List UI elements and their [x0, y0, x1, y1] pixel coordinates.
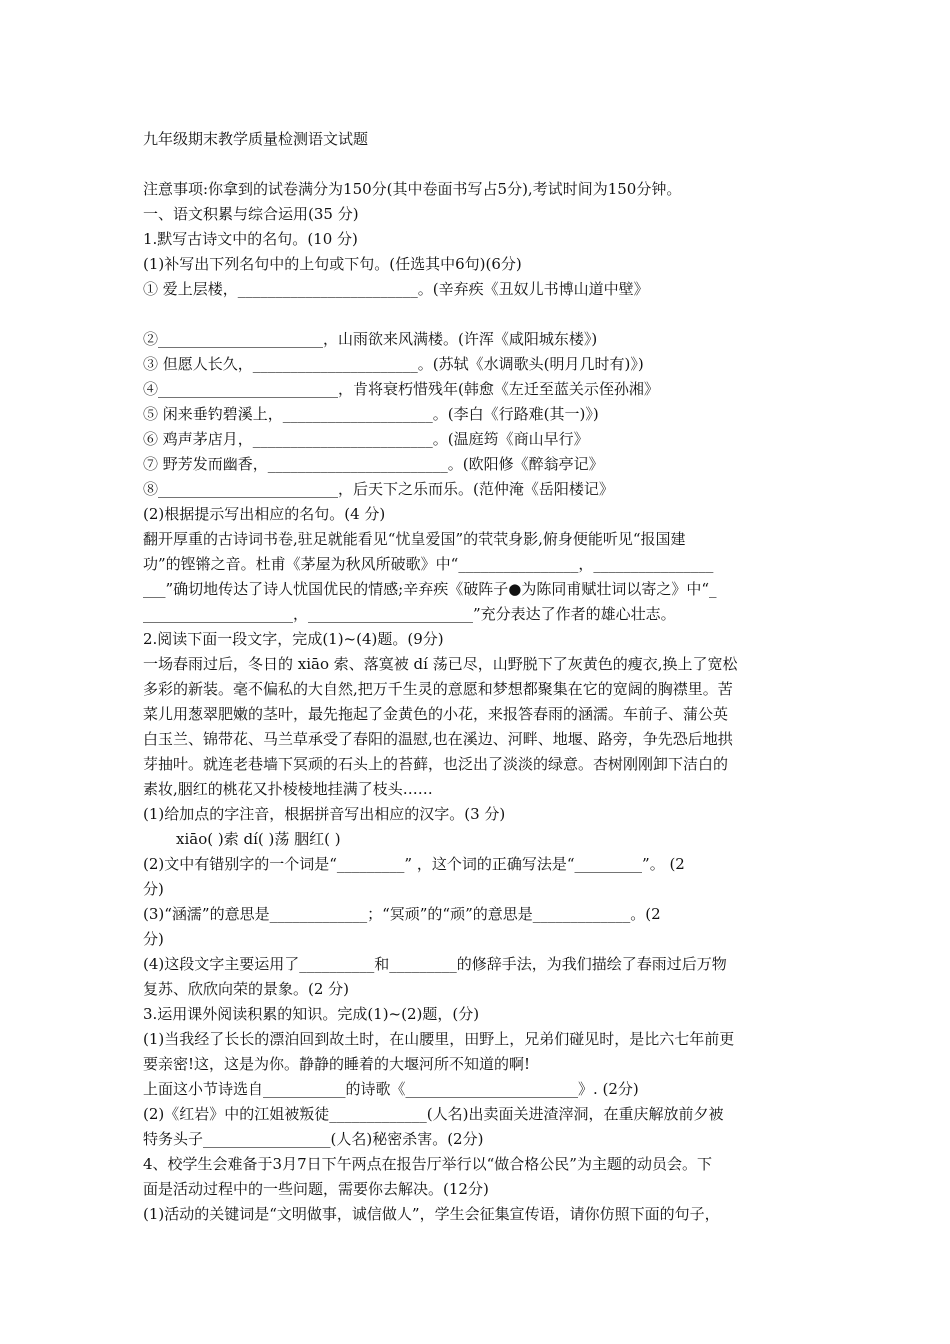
- text-line: 复苏、欣欣向荣的景象。(2 分): [143, 980, 350, 998]
- text-line: 面是活动过程中的一些问题，需要你去解决。(12分): [143, 1180, 489, 1198]
- text-line: ___”确切地传达了诗人忧国优民的情感;辛弃疾《破阵子●为陈同甫赋壮词以寄之》中“_: [143, 580, 717, 598]
- text-line: [143, 302, 808, 327]
- document-title: 九年级期末教学质量检测语文试题: [143, 130, 369, 148]
- text-line: 2.阅读下面一段文字，完成(1)~(4)题。(9分): [143, 630, 444, 648]
- text-line: ① 爱上层楼，________________________。(辛弃疾《丑奴儿书博山道中壁》: [143, 280, 649, 298]
- text-line: (2)《红岩》中的江姐被叛徒_____________(人名)出卖面关进渣滓洞，在重庆解放前夕被: [143, 1105, 724, 1123]
- text-line: 一、语文积累与综合运用(35 分): [143, 205, 359, 223]
- text-line: 芽抽叶。就连老巷墙下冥顽的石头上的苔藓，也泛出了淡淡的绿意。杏树刚刚卸下洁白的: [143, 755, 729, 773]
- text-line: 3.运用课外阅读积累的知识。完成(1)~(2)题，(分): [143, 1005, 480, 1023]
- text-line: 菜儿用葱翠肥嫩的茎叶，最先拖起了金黄色的小花，来报答春雨的涵濡。车前子、蒲公英: [143, 705, 729, 723]
- text-line: 一场春雨过后，冬日的 xiāo 索、落寞被 dí 荡已尽，山野脱下了灰黄色的瘦衣,换上了宽松: [143, 655, 738, 673]
- text-line: ③ 但愿人长久，______________________。(苏轼《水调歌头(明月几时有)》): [143, 355, 644, 373]
- text-line: 分): [143, 930, 164, 948]
- text-line: 多彩的新装。毫不偏私的大自然,把万千生灵的意愿和梦想都聚集在它的宽阔的胸襟里。苦: [143, 680, 733, 698]
- text-line: ②______________________，山雨欲来风满楼。(许浑《咸阳城东楼》): [143, 330, 598, 348]
- text-line: ⑥ 鸡声茅店月，________________________。(温庭筠《商山早行》: [143, 430, 589, 448]
- text-line: ____________________，______________________”充分表达了作者的雄心壮志。: [143, 605, 676, 623]
- text-line: (1)补写出下列名句中的上句或下句。(任选其中6句)(6分): [143, 255, 522, 273]
- text-line: ⑤ 闲来垂钓碧溪上，____________________。(李白《行路难(其一)》): [143, 405, 599, 423]
- text-line: 要亲密!这，这是为你。静静的睡着的大堰河所不知道的啊!: [143, 1055, 531, 1073]
- text-line: 素妆,胭红的桃花又扑棱棱地挂满了枝头……: [143, 780, 433, 798]
- text-line: (2)根据提示写出相应的名句。(4 分): [143, 505, 386, 523]
- text-line: 功”的铿锵之音。杜甫《茅屋为秋风所破歌》中“________________，________________: [143, 555, 714, 573]
- text-line: 1.默写古诗文中的名句。(10 分): [143, 230, 358, 248]
- text-line: ⑧________________________，后天下之乐而乐。(范仲淹《岳阳楼记》: [143, 480, 614, 498]
- text-line: 4、校学生会难备于3月7日下午两点在报告厅举行以“做合格公民”为主题的动员会。下: [143, 1155, 712, 1173]
- text-line: ④________________________，肯将衰朽惜残年(韩愈《左迁至蓝关示侄孙湘》: [143, 380, 659, 398]
- text-line: (3)“涵濡”的意思是_____________；“冥顽”的“顽”的意思是_____________。(2: [143, 905, 661, 923]
- text-line: 注意事项:你拿到的试卷满分为150分(其中卷面书写占5分),考试时间为150分钟。: [143, 180, 682, 198]
- text-line: (2)文中有错别字的一个词是“_________” ，这个词的正确写法是“_________”。 (2: [143, 855, 685, 873]
- text-line: (1)活动的关键词是“文明做事，诚信做人”，学生会征集宣传语，请你仿照下面的句子，: [143, 1205, 720, 1223]
- text-line: 白玉兰、锦带花、马兰草承受了春阳的温慰,也在溪边、河畔、地堰、路旁，争先恐后地拱: [143, 730, 733, 748]
- text-line: ⑦ 野芳发而幽香，________________________。(欧阳修《醉翁亭记》: [143, 455, 604, 473]
- text-line: 翻开厚重的古诗词书卷,驻足就能看见“忧皇爱国”的茕茕身影,俯身便能听见“报国建: [143, 530, 686, 548]
- text-line: (1)当我经了长长的漂泊回到故土时，在山腰里，田野上，兄弟们碰见时，是比六七年前更: [143, 1030, 735, 1048]
- text-line: (4)这段文字主要运用了__________和_________的修辞手法，为我们描绘了春雨过后万物: [143, 955, 727, 973]
- text-line: 上面这小节诗选自___________的诗歌《_______________________》. (2分): [143, 1080, 639, 1098]
- text-line: 特务头子_________________(人名)秘密杀害。(2分): [143, 1130, 484, 1148]
- text-line: (1)给加点的字注音，根据拼音写出相应的汉字。(3 分): [143, 805, 506, 823]
- text-line: 分): [143, 880, 164, 898]
- text-line: xiāo( )索 dí( )荡 胭红( ): [176, 830, 341, 848]
